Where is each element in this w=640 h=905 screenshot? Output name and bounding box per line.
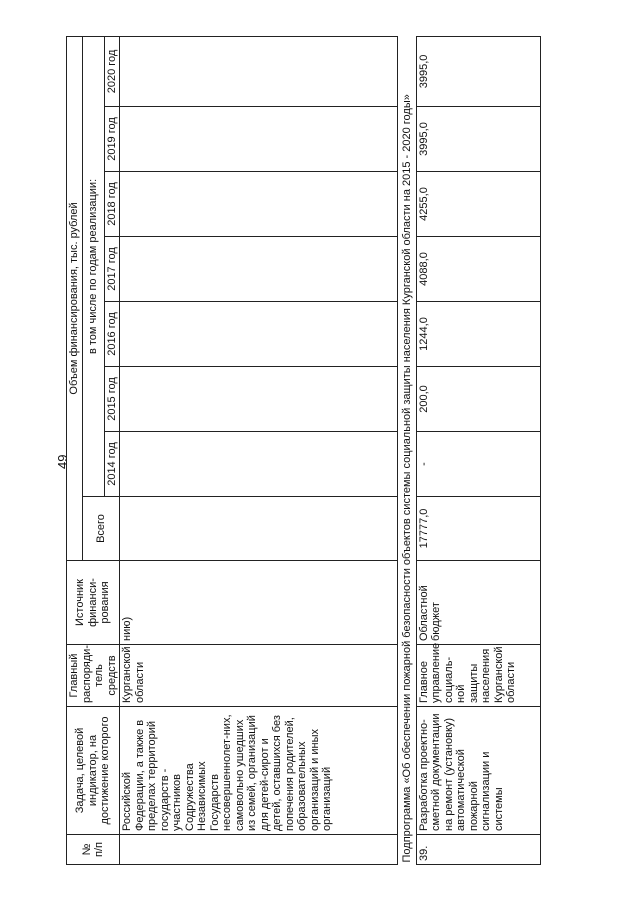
table-row [416,36,540,864]
row-value: - [416,432,540,497]
row-value [120,367,398,432]
total-header: Всего [82,497,120,561]
row-manager: Курганской области [120,645,398,707]
row-total [120,497,398,561]
col-source-header: Источник финанси-рования [67,561,120,645]
row-value: 1244,0 [416,302,540,367]
year-header: 2018 год [104,172,120,237]
row-value [120,237,398,302]
row-num [120,835,398,865]
row-total: 17777,0 [416,497,540,561]
table-row [120,36,398,864]
row-manager: Главное управление социаль-ной защиты населения Курганской области [416,645,540,707]
header-row-1 [67,36,83,864]
row-value [120,36,398,106]
year-header: 2014 год [104,432,120,497]
by-years-header: в том числе по годам реализации: [82,36,104,496]
row-task: Российской Федерации, а также в пределах территорий государств - участников Содружества Независимых Государств несовершеннолет-них, самовольно ушедших из семей, организаций для детей-сирот и детей, оставшихся без попечения родителей, образовательных организаций и иных организаций [120,707,398,835]
col-manager-header: Главный распоряди-тель средств [67,645,120,707]
row-value: 3995,0 [416,107,540,172]
year-header: 2016 год [104,302,120,367]
row-source: Областной бюджет [416,561,540,645]
year-header: 2020 год [104,36,120,106]
row-source: нию) [120,561,398,645]
row-value: 3995,0 [416,36,540,106]
row-value: 4255,0 [416,172,540,237]
year-header: 2017 год [104,237,120,302]
col-task-header: Задача, целевой индикатор, на достижение которого [67,707,120,835]
row-value: 200,0 [416,367,540,432]
year-header: 2019 год [104,107,120,172]
row-value: 4088,0 [416,237,540,302]
page-number: 49 [55,454,70,469]
volume-header: Объем финансирования, тыс. рублей [67,36,83,560]
row-value [120,172,398,237]
section-title: Подпрограмма «Об обеспечении пожарной безопасности объектов системы социальной защиты населения Курганской области на 2015 - 2020 годы» [398,36,417,864]
section-row [398,36,417,864]
year-header: 2015 год [104,367,120,432]
row-num: 39. [416,835,540,865]
row-value [120,107,398,172]
row-value [120,432,398,497]
financing-table [66,36,541,865]
row-value [120,302,398,367]
col-num-header: № п/п [67,835,120,865]
row-task: Разработка проектно-сметной документации на ремонт (установку) автоматической пожарной сигнализации и системы [416,707,540,835]
